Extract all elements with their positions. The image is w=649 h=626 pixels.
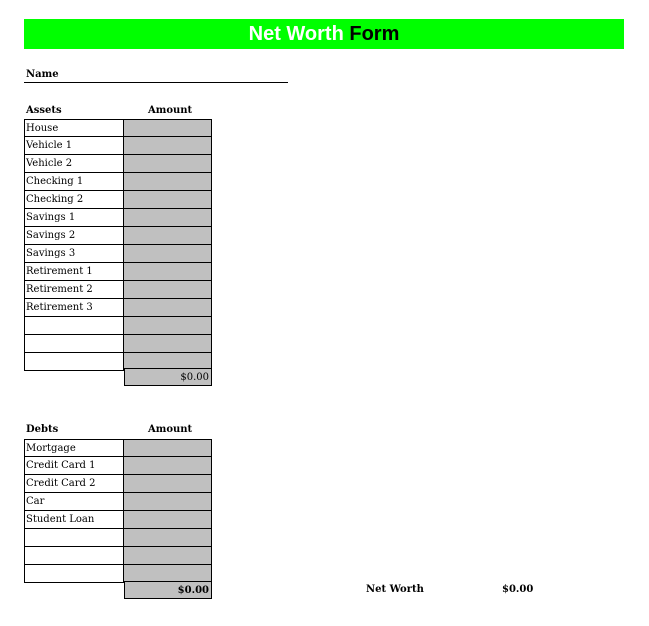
asset-amount-cell[interactable] — [123, 155, 212, 173]
asset-row — [24, 173, 212, 191]
name-label: Name — [26, 69, 59, 80]
debt-label-cell[interactable] — [24, 529, 123, 547]
asset-label-cell[interactable]: Retirement 3 — [24, 299, 123, 317]
asset-label-cell[interactable]: House — [24, 119, 123, 137]
asset-amount-cell[interactable] — [123, 191, 212, 209]
asset-row — [24, 137, 212, 155]
title-part2: Form — [349, 23, 400, 45]
debt-row — [24, 529, 212, 547]
debt-label-cell[interactable]: Credit Card 2 — [24, 475, 123, 493]
asset-label-cell[interactable]: Savings 3 — [24, 245, 123, 263]
asset-amount-cell[interactable] — [123, 317, 212, 335]
asset-row — [24, 335, 212, 353]
asset-amount-cell[interactable] — [123, 227, 212, 245]
title-banner — [24, 19, 624, 49]
asset-row — [24, 281, 212, 299]
debt-row — [24, 511, 212, 529]
asset-amount-cell[interactable] — [123, 299, 212, 317]
debt-amount-cell[interactable] — [123, 475, 212, 493]
asset-row — [24, 317, 212, 335]
asset-amount-cell[interactable] — [123, 137, 212, 155]
title-part1: Net Worth — [248, 23, 344, 45]
asset-label-cell[interactable] — [24, 317, 123, 335]
asset-label-cell[interactable]: Retirement 1 — [24, 263, 123, 281]
asset-label-cell[interactable]: Savings 2 — [24, 227, 123, 245]
asset-amount-cell[interactable] — [123, 245, 212, 263]
assets-table — [24, 119, 212, 371]
name-input-line[interactable] — [24, 82, 288, 83]
asset-label-cell[interactable]: Checking 2 — [24, 191, 123, 209]
asset-amount-cell[interactable] — [123, 281, 212, 299]
assets-header: Assets — [26, 105, 62, 116]
debts-amount-header: Amount — [148, 424, 193, 435]
asset-amount-cell[interactable] — [123, 263, 212, 281]
debt-row — [24, 475, 212, 493]
asset-label-cell[interactable] — [24, 353, 123, 371]
asset-row — [24, 209, 212, 227]
asset-row — [24, 119, 212, 137]
asset-label-cell[interactable]: Retirement 2 — [24, 281, 123, 299]
asset-row — [24, 299, 212, 317]
debt-row — [24, 547, 212, 565]
debt-amount-cell[interactable] — [123, 511, 212, 529]
debt-label-cell[interactable]: Car — [24, 493, 123, 511]
asset-row — [24, 263, 212, 281]
debt-label-cell[interactable] — [24, 547, 123, 565]
debt-label-cell[interactable]: Student Loan — [24, 511, 123, 529]
asset-row — [24, 227, 212, 245]
asset-label-cell[interactable]: Vehicle 2 — [24, 155, 123, 173]
asset-label-cell[interactable]: Vehicle 1 — [24, 137, 123, 155]
debts-header: Debts — [26, 424, 59, 435]
debt-amount-cell[interactable] — [123, 529, 212, 547]
asset-amount-cell[interactable] — [123, 335, 212, 353]
assets-amount-header: Amount — [148, 105, 193, 116]
asset-row — [24, 191, 212, 209]
debt-label-cell[interactable]: Credit Card 1 — [24, 457, 123, 475]
debt-amount-cell[interactable] — [123, 547, 212, 565]
debt-label-cell[interactable]: Mortgage — [24, 439, 123, 457]
debt-amount-cell[interactable] — [123, 439, 212, 457]
assets-total: $0.00 — [124, 368, 212, 386]
asset-label-cell[interactable]: Checking 1 — [24, 173, 123, 191]
asset-label-cell[interactable] — [24, 335, 123, 353]
asset-row — [24, 155, 212, 173]
asset-row — [24, 245, 212, 263]
debt-row — [24, 493, 212, 511]
asset-amount-cell[interactable] — [123, 119, 212, 137]
debt-amount-cell[interactable] — [123, 493, 212, 511]
asset-amount-cell[interactable] — [123, 209, 212, 227]
debt-label-cell[interactable] — [24, 565, 123, 583]
asset-label-cell[interactable]: Savings 1 — [24, 209, 123, 227]
asset-amount-cell[interactable] — [123, 173, 212, 191]
debt-row — [24, 457, 212, 475]
net-worth-value: $0.00 — [502, 584, 534, 595]
debts-total: $0.00 — [124, 581, 212, 599]
net-worth-label: Net Worth — [366, 584, 424, 595]
debts-table — [24, 439, 212, 583]
debt-row — [24, 439, 212, 457]
debt-amount-cell[interactable] — [123, 457, 212, 475]
